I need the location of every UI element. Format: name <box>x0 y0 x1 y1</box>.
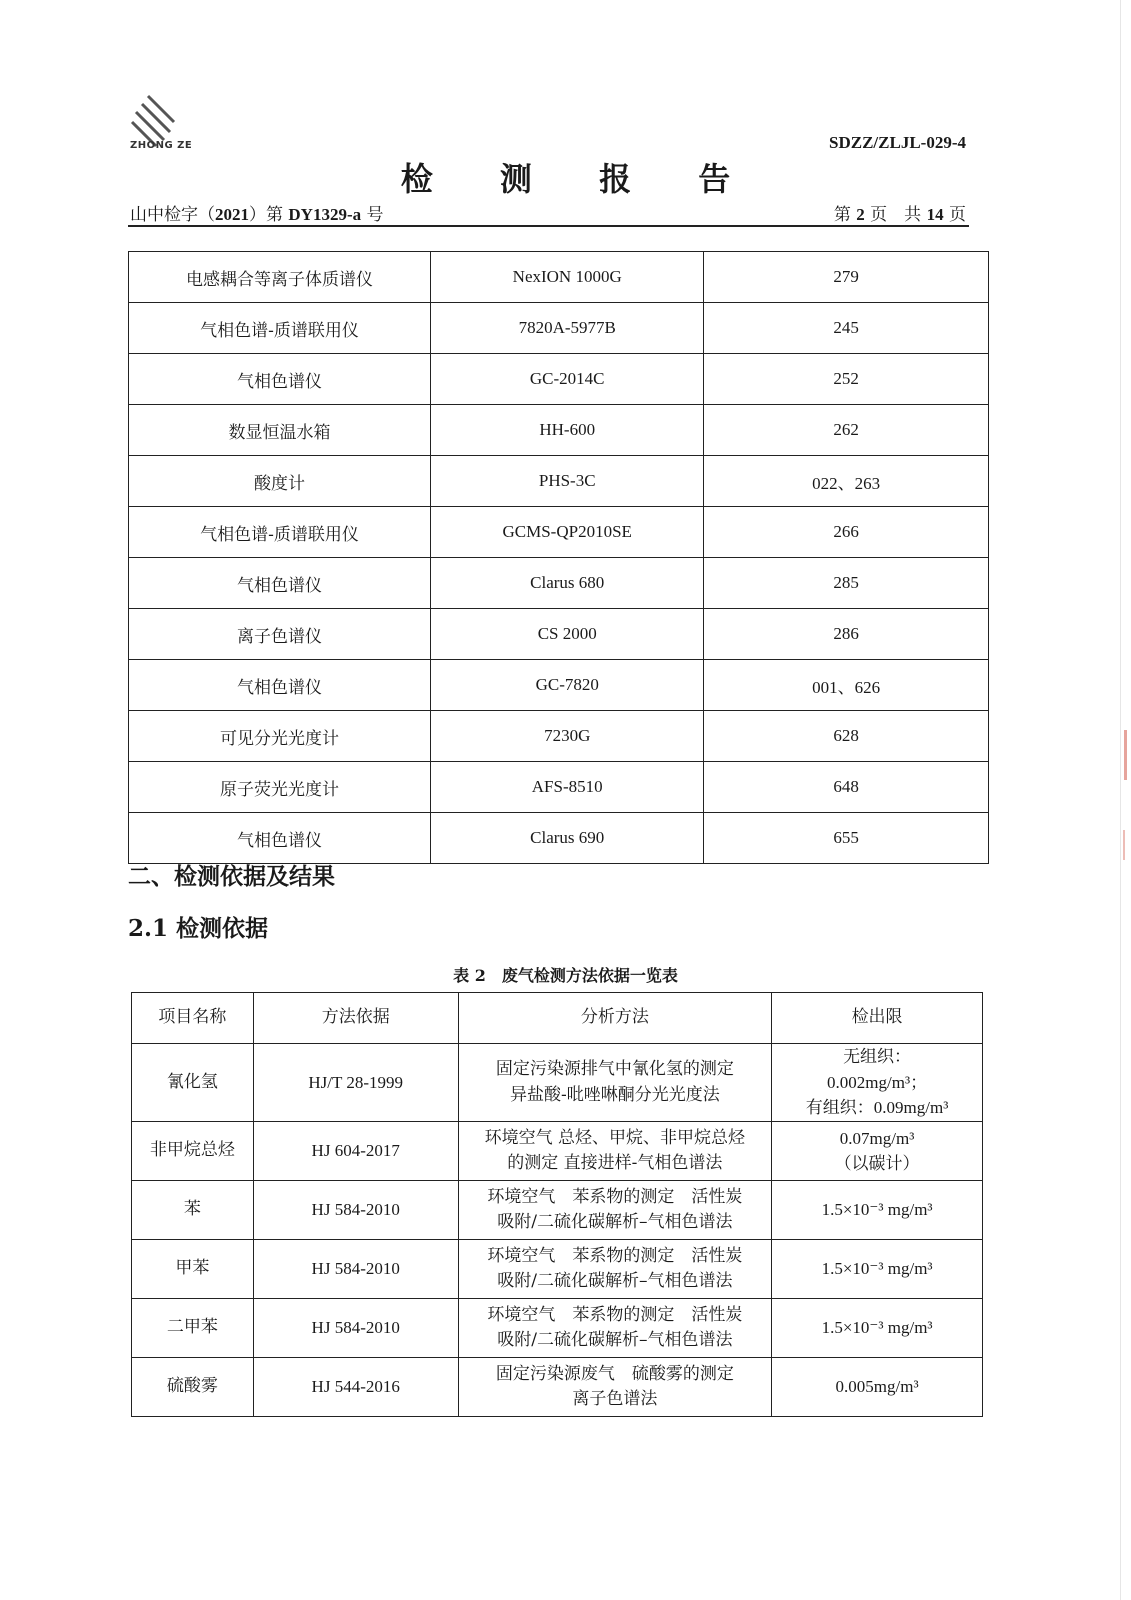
detection-limit-line: 0.07mg/m³ <box>839 1128 915 1148</box>
equipment-id: 648 <box>704 762 989 813</box>
analysis-method-line: 吸附/二硫化碳解析–气相色谱法 <box>497 1271 733 1291</box>
logo-text: ZHONG ZE <box>130 140 193 151</box>
table-caption: 表 2 废气检测方法依据一览表 <box>453 966 678 985</box>
table-row <box>129 303 989 354</box>
header-standard: 方法依据 <box>253 993 458 1044</box>
detection-limit <box>772 1181 983 1240</box>
detection-limit-line: 1.5×10⁻³ mg/m³ <box>821 1259 933 1279</box>
header-divider <box>128 225 969 227</box>
equipment-id: 245 <box>704 303 989 354</box>
item-name: 氰化氢 <box>132 1044 254 1122</box>
method-standard: HJ 584-2010 <box>253 1240 458 1299</box>
equipment-table <box>128 251 989 864</box>
table-row <box>132 1299 983 1358</box>
equipment-model: Clarus 690 <box>431 813 704 864</box>
method-standard: HJ/T 28-1999 <box>253 1044 458 1122</box>
header-method: 分析方法 <box>458 993 772 1044</box>
table-row <box>129 609 989 660</box>
table-row <box>129 252 989 303</box>
equipment-model: Clarus 680 <box>431 558 704 609</box>
document-code: SDZZ/ZLJL-029-4 <box>829 133 966 152</box>
equipment-name: 气相色谱仪 <box>129 813 431 864</box>
analysis-method-line: 吸附/二硫化碳解析–气相色谱法 <box>497 1212 733 1232</box>
equipment-model: GCMS-QP2010SE <box>431 507 704 558</box>
seal-fragment <box>1112 730 1127 780</box>
header-item: 项目名称 <box>132 993 254 1044</box>
table-row <box>132 1122 983 1181</box>
equipment-model: NexION 1000G <box>431 252 704 303</box>
table-row <box>129 711 989 762</box>
equipment-id: 022、263 <box>704 456 989 507</box>
page-edge-line <box>1120 0 1121 1600</box>
analysis-method-line: 环境空气 总烃、甲烷、非甲烷总烃 <box>484 1127 746 1148</box>
analysis-method-line: 吸附/二硫化碳解析–气相色谱法 <box>497 1330 733 1350</box>
detection-limit-line: 1.5×10⁻³ mg/m³ <box>821 1200 933 1220</box>
equipment-model: GC-7820 <box>431 660 704 711</box>
detection-limit-line: （以碳计） <box>834 1154 920 1173</box>
report-number: 山中检字（2021）第 DY1329-a 号 <box>130 205 384 225</box>
method-standard: HJ 604-2017 <box>253 1122 458 1181</box>
detection-limit <box>772 1358 983 1417</box>
detection-limit <box>772 1299 983 1358</box>
table-row <box>132 1181 983 1240</box>
subsection-heading: 2.1 检测依据 <box>128 915 269 942</box>
equipment-model: 7820A-5977B <box>431 303 704 354</box>
table-row <box>129 354 989 405</box>
table-row <box>129 405 989 456</box>
section-heading: 二、检测依据及结果 <box>128 863 335 890</box>
detection-limit-line: 0.002mg/m³； <box>827 1072 928 1092</box>
equipment-name: 离子色谱仪 <box>129 609 431 660</box>
seal-fragment-2 <box>1113 830 1125 860</box>
equipment-id: 262 <box>704 405 989 456</box>
detection-limit-line: 无组织： <box>843 1047 912 1067</box>
method-standard: HJ 544-2016 <box>253 1358 458 1417</box>
equipment-name: 原子荧光光度计 <box>129 762 431 813</box>
equipment-name: 数显恒温水箱 <box>129 405 431 456</box>
item-name: 甲苯 <box>132 1240 254 1299</box>
equipment-name: 气相色谱仪 <box>129 558 431 609</box>
methods-table <box>131 992 983 1417</box>
analysis-method <box>458 1358 772 1417</box>
item-name: 二甲苯 <box>132 1299 254 1358</box>
analysis-method-line: 环境空气 苯系物的测定 活性炭 <box>487 1245 743 1266</box>
table-row <box>129 813 989 864</box>
table-row <box>129 456 989 507</box>
equipment-name: 酸度计 <box>129 456 431 507</box>
analysis-method-line: 异盐酸-吡唑啉酮分光光度法 <box>509 1084 720 1105</box>
equipment-id: 628 <box>704 711 989 762</box>
table-row <box>129 762 989 813</box>
equipment-model: AFS-8510 <box>431 762 704 813</box>
equipment-id: 286 <box>704 609 989 660</box>
analysis-method <box>458 1181 772 1240</box>
analysis-method <box>458 1299 772 1358</box>
method-standard: HJ 584-2010 <box>253 1181 458 1240</box>
header-limit: 检出限 <box>772 993 983 1044</box>
page-indicator: 第 2 页 共 14 页 <box>833 205 966 225</box>
equipment-model: HH-600 <box>431 405 704 456</box>
equipment-id: 655 <box>704 813 989 864</box>
page-title: 检 测 报 告 <box>400 160 759 198</box>
analysis-method <box>458 1240 772 1299</box>
equipment-model: GC-2014C <box>431 354 704 405</box>
methods-header-row <box>132 993 983 1044</box>
equipment-name: 气相色谱仪 <box>129 354 431 405</box>
analysis-method-line: 的测定 直接进样-气相色谱法 <box>507 1153 723 1173</box>
item-name: 硫酸雾 <box>132 1358 254 1417</box>
item-name: 苯 <box>132 1181 254 1240</box>
table-row <box>132 1240 983 1299</box>
equipment-name: 可见分光光度计 <box>129 711 431 762</box>
analysis-method-line: 固定污染源废气 硫酸雾的测定 <box>495 1363 734 1384</box>
equipment-model: CS 2000 <box>431 609 704 660</box>
analysis-method-line: 离子色谱法 <box>572 1389 658 1409</box>
detection-limit <box>772 1240 983 1299</box>
equipment-name: 气相色谱-质谱联用仪 <box>129 303 431 354</box>
equipment-name: 电感耦合等离子体质谱仪 <box>129 252 431 303</box>
equipment-id: 279 <box>704 252 989 303</box>
detection-limit-line: 有组织：0.09mg/m³ <box>805 1098 949 1118</box>
detection-limit-line: 1.5×10⁻³ mg/m³ <box>821 1318 933 1338</box>
equipment-id: 252 <box>704 354 989 405</box>
table-row <box>129 558 989 609</box>
analysis-method <box>458 1122 772 1181</box>
equipment-id: 285 <box>704 558 989 609</box>
detection-limit <box>772 1122 983 1181</box>
equipment-model: 7230G <box>431 711 704 762</box>
analysis-method <box>458 1044 772 1122</box>
table-row <box>132 1358 983 1417</box>
item-name: 非甲烷总烃 <box>132 1122 254 1181</box>
table-row <box>129 660 989 711</box>
equipment-id: 266 <box>704 507 989 558</box>
table-row <box>132 1044 983 1122</box>
analysis-method-line: 环境空气 苯系物的测定 活性炭 <box>487 1304 743 1325</box>
equipment-model: PHS-3C <box>431 456 704 507</box>
detection-limit <box>772 1044 983 1122</box>
equipment-id: 001、626 <box>704 660 989 711</box>
detection-limit-line: 0.005mg/m³ <box>835 1377 919 1397</box>
analysis-method-line: 环境空气 苯系物的测定 活性炭 <box>487 1186 743 1207</box>
equipment-name: 气相色谱-质谱联用仪 <box>129 507 431 558</box>
analysis-method-line: 固定污染源排气中氰化氢的测定 <box>495 1059 734 1079</box>
method-standard: HJ 584-2010 <box>253 1299 458 1358</box>
table-row <box>129 507 989 558</box>
equipment-name: 气相色谱仪 <box>129 660 431 711</box>
